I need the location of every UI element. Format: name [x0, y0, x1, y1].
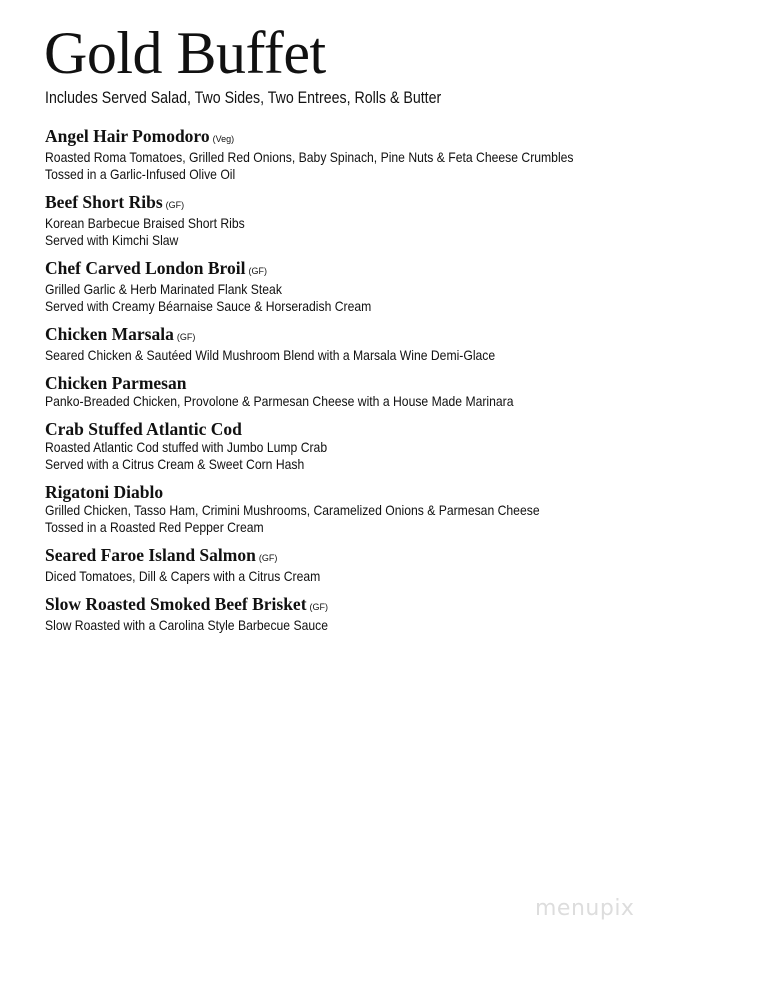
menu-item-description: Roasted Atlantic Cod stuffed with Jumbo Lump Crab — [45, 439, 328, 455]
menu-item-description: Tossed in a Roasted Red Pepper Cream — [45, 519, 264, 535]
menu-item-description: Korean Barbecue Braised Short Ribs — [45, 215, 245, 231]
menu-item-heading — [45, 483, 745, 502]
dietary-tag: (GF) — [248, 266, 267, 276]
dietary-tag: (GF) — [176, 332, 196, 342]
menu-item-description: Grilled Chicken, Tasso Ham, Crimini Mushrooms, Caramelized Onions & Parmesan Cheese — [45, 502, 540, 518]
menu-item — [45, 546, 745, 585]
page-title: Gold Buffet — [44, 20, 326, 86]
dietary-tag: (GF) — [165, 200, 185, 210]
menu-item — [45, 325, 745, 364]
menu-item-description: Tossed in a Garlic-Infused Olive Oil — [45, 166, 236, 182]
dietary-tag: (GF) — [309, 602, 329, 612]
menu-item-name: Seared Faroe Island Salmon — [45, 545, 256, 565]
menu-list — [45, 127, 745, 644]
menu-item — [45, 127, 745, 183]
menu-item-description: Slow Roasted with a Carolina Style Barbecue Sauce — [45, 617, 329, 633]
menu-item-heading — [45, 259, 745, 281]
menu-item-description: Served with Kimchi Slaw — [45, 232, 179, 248]
menu-item-name: Angel Hair Pomodoro — [45, 126, 210, 146]
menu-item-heading — [45, 420, 745, 439]
menu-item-description: Served with Creamy Béarnaise Sauce & Horseradish Cream — [45, 298, 372, 314]
menu-item-heading — [45, 546, 745, 568]
menu-item — [45, 259, 745, 315]
menu-item-name: Chicken Marsala — [45, 324, 174, 344]
menu-item — [45, 193, 745, 249]
dietary-tag: (GF) — [258, 553, 278, 563]
menu-item-description: Served with a Citrus Cream & Sweet Corn Hash — [45, 456, 305, 472]
menu-item-name: Chef Carved London Broil — [45, 258, 246, 278]
menu-item-description: Panko-Breaded Chicken, Provolone & Parmesan Cheese with a House Made Marinara — [45, 393, 514, 409]
menu-item-name: Crab Stuffed Atlantic Cod — [45, 419, 242, 439]
menu-item-heading — [45, 595, 745, 617]
menu-item-description: Roasted Roma Tomatoes, Grilled Red Onions, Baby Spinach, Pine Nuts & Feta Cheese Crumbles — [45, 149, 574, 165]
menu-item-description: Grilled Garlic & Herb Marinated Flank Steak — [45, 281, 282, 297]
dietary-tag: (Veg) — [212, 134, 235, 144]
menu-item-description: Seared Chicken & Sautéed Wild Mushroom Blend with a Marsala Wine Demi-Glace — [45, 347, 496, 363]
menu-item-heading — [45, 127, 745, 149]
menu-item — [45, 420, 745, 473]
watermark-logo: menupix — [535, 896, 635, 921]
menu-item-name: Slow Roasted Smoked Beef Brisket — [45, 594, 307, 614]
menu-item-heading — [45, 193, 745, 215]
menu-item-name: Beef Short Ribs — [45, 192, 163, 212]
menu-item-name: Rigatoni Diablo — [45, 482, 164, 502]
menu-item-heading — [45, 374, 745, 393]
menu-item-name: Chicken Parmesan — [45, 373, 187, 393]
menu-item — [45, 483, 745, 536]
menu-subtitle: Includes Served Salad, Two Sides, Two Entrees, Rolls & Butter — [45, 89, 442, 107]
menu-item — [45, 595, 745, 634]
menu-item — [45, 374, 745, 410]
menu-item-description: Diced Tomatoes, Dill & Capers with a Citrus Cream — [45, 568, 321, 584]
menu-item-heading — [45, 325, 745, 347]
